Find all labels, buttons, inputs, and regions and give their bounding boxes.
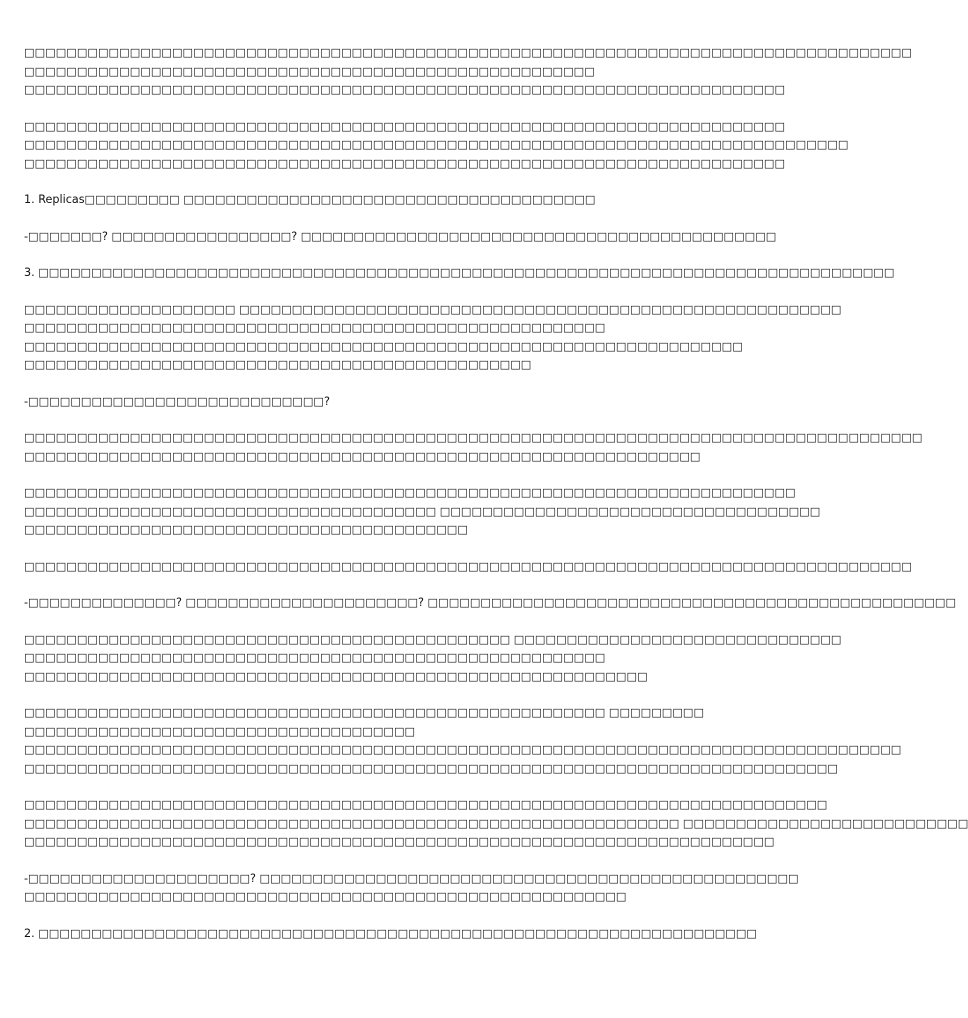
text-line: □□□□□□□□□□□□□□□□□□□□□□□□□□□□□□□□□□□□□□□□□□□□□□□□□□□□□□□ <box>24 321 606 334</box>
text-line: □□□□□□□□□□□□□□□□□□□□ □□□□□□□□□□□□□□□□□□□□□□□□□□□□□□□□□□□□□□□□□□□□□□□□□□□□□□□□□ <box>24 302 842 316</box>
question-line <box>24 228 777 247</box>
paragraph <box>24 796 968 852</box>
text-line: □□□□□□□□□□□□□□□□□□□□□□□□□□□□□□□□□□□□□□□□□□□□□□□□□□□□□□□□□□□□□□□□□□□□□□□□□□□□□ <box>24 761 838 775</box>
text-line: 2. □□□□□□□□□□□□□□□□□□□□□□□□□□□□□□□□□□□□□□□□□□□□□□□□□□□□□□□□□□□□□□□□□□□□ <box>24 926 758 940</box>
question-line <box>24 393 720 412</box>
text-line: □□□□□□□□□□□□□□□□□□□□□□□□□□□□□□□□□□□□□□□□□□□□□□□□□□□□□□□□□□□□□□□□□□□□□□□□□□□□□□□□□□□□ <box>24 46 912 59</box>
paragraph <box>24 44 912 100</box>
text-line: □□□□□□□□□□□□□□□□□□□□□□□□□□□□□□□□□□□□□□□□□□□□□□□□□□□□□□□□□□□□□□□□□□□□□□□□ <box>24 156 786 170</box>
text-line: □□□□□□□□□□□□□□□□□□□□□□□□□□□□□□□□□□□□□□□□□□□□□□□□□□□□□□□□□□□□□□□□□□□□□□□□□ <box>24 486 796 499</box>
text-line: □□□□□□□□□□□□□□□□□□□□□□□□□□□□□□□□□□□□□□□□□□□□□□□□□□□□□□□□□ <box>24 890 627 903</box>
text-line: □□□□□□□□□□□□□□□□□□□□□□□□□□□□□□□□□□□□□□□□□□□□□□□□□□□□□□□□□□□□□□□□□□□□ <box>24 339 743 353</box>
text-line: -□□□□□□□? □□□□□□□□□□□□□□□□□? □□□□□□□□□□□□□□□□□□□□□□□□□□□□□□□□□□□□□□□□□□□□□ <box>24 229 777 243</box>
text-line: □□□□□□□□□□□□□□□□□□□□□□□□□□□□□□□□□□□□□□□□□□□□□□□□□□□□□□ <box>24 64 595 78</box>
text-line: □□□□□□□□□□□□□□□□□□□□□□□□□□□□□□□□□□□□□□□ □□□□□□□□□□□□□□□□□□□□□□□□□□□□□□□□□□□□ <box>24 504 821 518</box>
question-line <box>24 594 957 613</box>
text-line: □□□□□□□□□□□□□□□□□□□□□□□□□□□□□□□□□□□□□□□□□□□□□□□□□□□□□□□□□□□□□□□□□□□□□□□□□□□□□□□□□□□ <box>24 743 902 756</box>
numbered-item <box>24 925 758 944</box>
paragraph <box>24 484 821 540</box>
text-line: □□□□□□□□□□□□□□□□□□□□□□□□□□□□□□□□□□□□□ <box>24 724 416 738</box>
paragraph <box>24 631 842 687</box>
text-line: -□□□□□□□□□□□□□□□□□□□□□? □□□□□□□□□□□□□□□□□□□□□□□□□□□□□□□□□□□□□□□□□□□□□□□□□□□ <box>24 871 799 885</box>
paragraph <box>24 429 923 466</box>
text-line: □□□□□□□□□□□□□□□□□□□□□□□□□□□□□□□□□□□□□□□□□□□□□□ □□□□□□□□□□□□□□□□□□□□□□□□□□□□□□□ <box>24 632 842 646</box>
text-line: □□□□□□□□□□□□□□□□□□□□□□□□□□□□□□□□□□□□□□□□□□□□□□□□□□□□□□□□□□□□□□□□□□□□□□□□ <box>24 119 786 133</box>
question-line <box>24 870 799 907</box>
text-line: -□□□□□□□□□□□□□□? □□□□□□□□□□□□□□□□□□□□□□? □□□□□□□□□□□□□□□□□□□□□□□□□□□□□□□□□□□□□□□□□□□□□□□□□□ <box>24 596 957 609</box>
text-line: □□□□□□□□□□□□□□□□□□□□□□□□□□□□□□□□□□□□□□□□□□□□□□□□□□□□□□□ <box>24 651 606 664</box>
paragraph <box>24 558 912 577</box>
text-line: -□□□□□□□□□□□□□□□□□□□□□□□□□□□□? <box>24 394 330 408</box>
text-line: □□□□□□□□□□□□□□□□□□□□□□□□□□□□□□□□□□□□□□□□□□□□□□□□□□□□□□□ □□□□□□□□□ <box>24 706 705 719</box>
text-line: □□□□□□□□□□□□□□□□□□□□□□□□□□□□□□□□□□□□□□□□□□□□□□□□□□□□□□□□□□□□□□□□□□□□□□□ <box>24 835 775 848</box>
numbered-item <box>24 264 895 283</box>
paragraph <box>24 301 842 375</box>
text-line: □□□□□□□□□□□□□□□□□□□□□□□□□□□□□□□□□□□□□□□□□□□□□□□□□□□□□□□□□□□□□□□□□□□□□□□□□□□□□□ <box>24 138 849 151</box>
text-line: □□□□□□□□□□□□□□□□□□□□□□□□□□□□□□□□□□□□□□□□□□□□□□□□□□□□□□□□□□□□□□□□ <box>24 449 701 463</box>
text-line: □□□□□□□□□□□□□□□□□□□□□□□□□□□□□□□□□□□□□□□□□□□□□□□□□□□□□□□□□□□ <box>24 669 648 683</box>
text-line: □□□□□□□□□□□□□□□□□□□□□□□□□□□□□□□□□□□□□□□□□□□□□□□□□□□□□□□□□□□□□□□□□□□□□□□□□□□□ <box>24 798 828 811</box>
numbered-item <box>24 191 720 210</box>
text-line: □□□□□□□□□□□□□□□□□□□□□□□□□□□□□□□□□□□□□□□□□□□□□□□□□□□□□□□□□□□□□□ □□□□□□□□□□□□□□□□□□□□□□□□□□□ <box>24 816 968 830</box>
text-line: 3. □□□□□□□□□□□□□□□□□□□□□□□□□□□□□□□□□□□□□□□□□□□□□□□□□□□□□□□□□□□□□□□□□□□□□□□□□□□□□□□□□ <box>24 266 895 279</box>
text-line: □□□□□□□□□□□□□□□□□□□□□□□□□□□□□□□□□□□□□□□□□□ <box>24 523 468 536</box>
paragraph <box>24 704 902 778</box>
paragraph <box>24 118 849 174</box>
text-line: □□□□□□□□□□□□□□□□□□□□□□□□□□□□□□□□□□□□□□□□□□□□□□□□ <box>24 358 532 371</box>
text-line: 1. Replicas□□□□□□□□□ □□□□□□□□□□□□□□□□□□□□□□□□□□□□□□□□□□□□□□□ <box>24 193 596 206</box>
text-line: □□□□□□□□□□□□□□□□□□□□□□□□□□□□□□□□□□□□□□□□□□□□□□□□□□□□□□□□□□□□□□□□□□□□□□□□ <box>24 83 786 96</box>
text-line: □□□□□□□□□□□□□□□□□□□□□□□□□□□□□□□□□□□□□□□□□□□□□□□□□□□□□□□□□□□□□□□□□□□□□□□□□□□□□□□□□□□□□ <box>24 431 923 444</box>
text-line: □□□□□□□□□□□□□□□□□□□□□□□□□□□□□□□□□□□□□□□□□□□□□□□□□□□□□□□□□□□□□□□□□□□□□□□□□□□□□□□□□□□□ <box>24 559 912 573</box>
